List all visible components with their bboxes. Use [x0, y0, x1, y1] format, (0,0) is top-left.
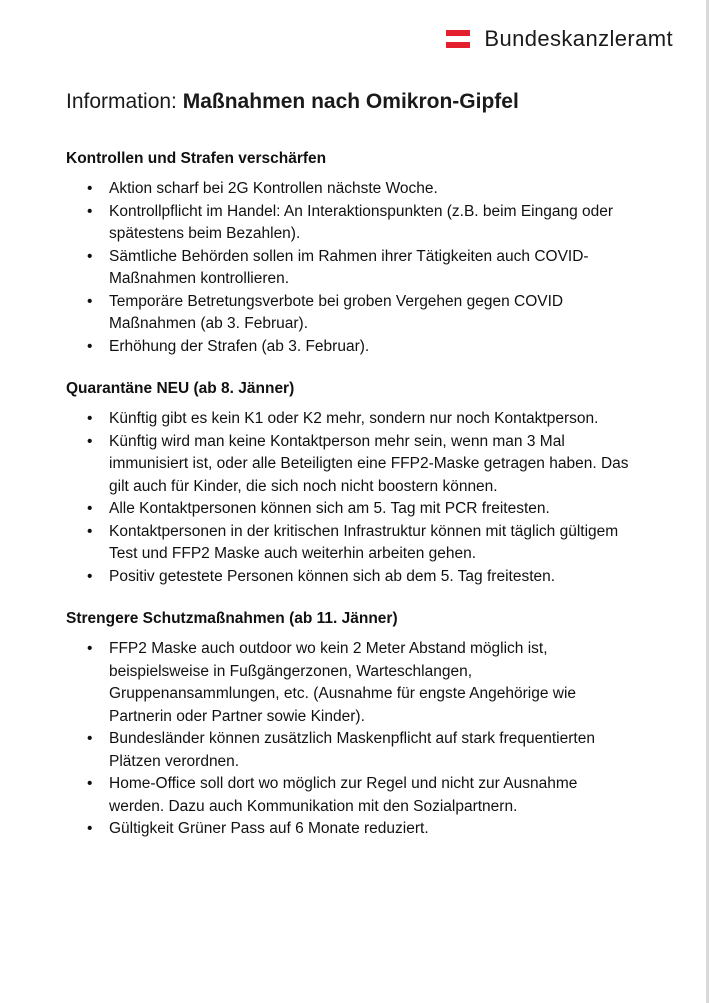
section-heading: Kontrollen und Strafen verschärfen [66, 150, 327, 167]
bullet-list [66, 408, 636, 588]
list-item: • Gültigkeit Grüner Pass auf 6 Monate reduziert. [66, 818, 636, 841]
list-item: • Erhöhung der Strafen (ab 3. Februar). [66, 336, 636, 359]
title-prefix: Information: [66, 90, 183, 113]
list-item: • Sämtliche Behörden sollen im Rahmen ihrer Tätigkeiten auch COVID-Maßnahmen kontrollieren. [66, 246, 636, 291]
list-item: • Künftig gibt es kein K1 oder K2 mehr, sondern nur noch Kontaktperson. [66, 408, 636, 431]
list-item: • Kontaktpersonen in der kritischen Infrastruktur können mit täglich gültigem Test und FFP2 Maske auch weiterhin arbeiten gehen. [66, 521, 636, 566]
list-item: • Aktion scharf bei 2G Kontrollen nächste Woche. [66, 178, 636, 201]
list-item: • Positiv getestete Personen können sich ab dem 5. Tag freitesten. [66, 566, 636, 589]
list-item: • Alle Kontaktpersonen können sich am 5. Tag mit PCR freitesten. [66, 498, 636, 521]
list-item: • Künftig wird man keine Kontaktperson mehr sein, wenn man 3 Mal immunisiert ist, oder alle Beteiligten eine FFP2-Maske getragen haben. Das gilt auch für Kinder, die sich noch nicht boostern können. [66, 431, 636, 499]
section-heading: Strengere Schutzmaßnahmen (ab 11. Jänner) [66, 610, 398, 627]
section-schutzmassnahmen [66, 610, 636, 841]
section-kontrollen [66, 150, 636, 358]
list-item: • FFP2 Maske auch outdoor wo kein 2 Meter Abstand möglich ist, beispielsweise in Fußgängerzonen, Warteschlangen, Gruppenansammlungen, etc. (Ausnahme für engste Angehörige wie Partnerin oder Partner sowie Kinder). [66, 638, 636, 728]
bullet-list [66, 638, 636, 841]
brand-name: Bundeskanzleramt [484, 26, 673, 51]
list-item: • Home-Office soll dort wo möglich zur Regel und nicht zur Ausnahme werden. Dazu auch Kommunikation mit den Sozialpartnern. [66, 773, 636, 818]
bullet-list [66, 178, 636, 358]
title-main: Maßnahmen nach Omikron-Gipfel [182, 90, 519, 113]
document-body [66, 150, 636, 863]
header-logo [446, 26, 673, 52]
section-heading: Quarantäne NEU (ab 8. Jänner) [66, 380, 295, 397]
section-quarantaene [66, 380, 636, 588]
list-item: • Bundesländer können zusätzlich Maskenpflicht auf stark frequentierten Plätzen verordnen. [66, 728, 636, 773]
list-item: • Kontrollpflicht im Handel: An Interaktionspunkten (z.B. beim Eingang oder spätestens beim Bezahlen). [66, 201, 636, 246]
austria-flag-icon [446, 30, 470, 48]
page-title [66, 90, 519, 114]
list-item: • Temporäre Betretungsverbote bei groben Vergehen gegen COVID Maßnahmen (ab 3. Februar). [66, 291, 636, 336]
